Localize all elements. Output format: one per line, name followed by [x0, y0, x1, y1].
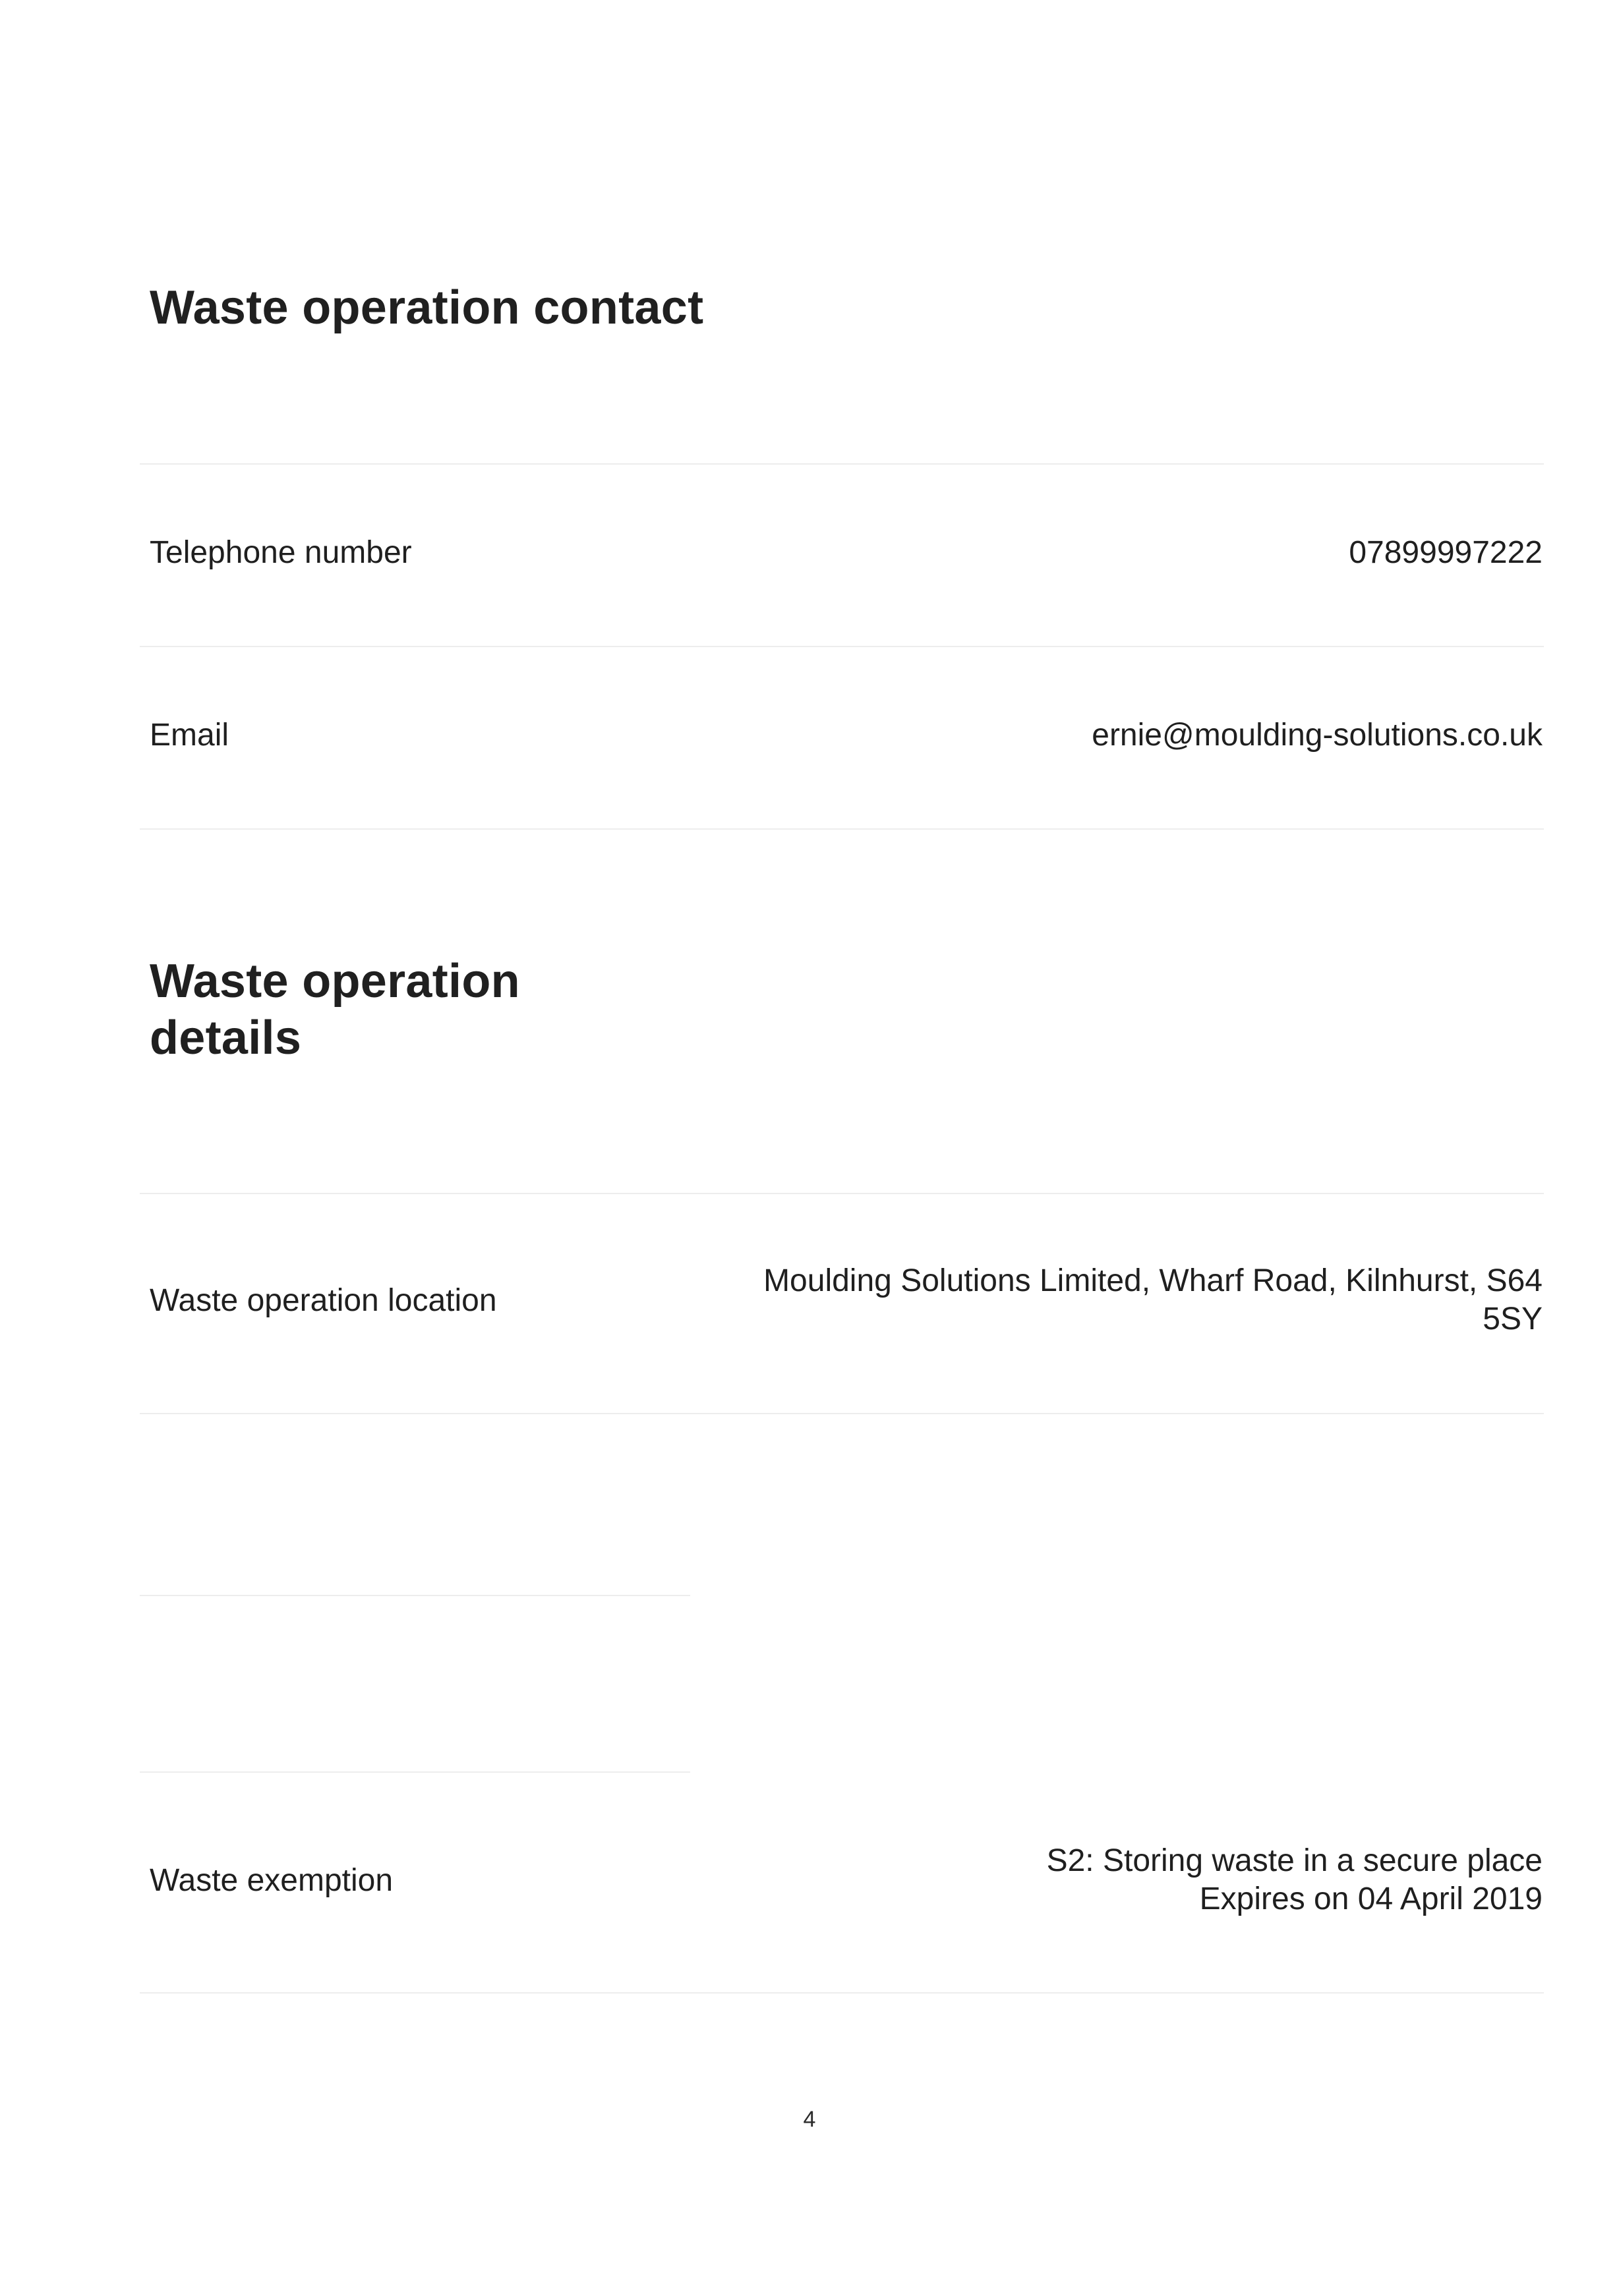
- divider: [140, 828, 1544, 830]
- divider: [140, 1595, 690, 1596]
- exemption-value-line2: Expires on 04 April 2019: [1199, 1881, 1543, 1916]
- exemption-label: Waste exemption: [150, 1863, 394, 1898]
- page-number: 4: [803, 2107, 816, 2132]
- contact-section-heading: Waste operation contact: [150, 281, 704, 334]
- divider: [140, 463, 1544, 465]
- divider: [140, 1193, 1544, 1194]
- divider: [140, 1992, 1544, 1994]
- location-value: [686, 1262, 1543, 1338]
- exemption-value: [686, 1842, 1543, 1918]
- email-value: ernie@moulding-solutions.co.uk: [1092, 718, 1543, 753]
- exemption-value-line1: S2: Storing waste in a secure place: [1046, 1843, 1543, 1878]
- location-label: Waste operation location: [150, 1283, 497, 1318]
- divider: [140, 1771, 690, 1773]
- details-heading-line1: Waste operation: [150, 955, 520, 1008]
- email-label: Email: [150, 718, 229, 753]
- details-section-heading: [150, 953, 520, 1066]
- location-value-line1: Moulding Solutions Limited, Wharf Road, Kilnhurst, S64: [763, 1263, 1543, 1298]
- divider: [140, 646, 1544, 647]
- location-value-line2: 5SY: [1483, 1302, 1543, 1336]
- divider: [140, 1413, 1544, 1414]
- telephone-label: Telephone number: [150, 535, 412, 570]
- details-heading-line2: details: [150, 1012, 302, 1064]
- telephone-value: 07899997222: [1349, 535, 1543, 570]
